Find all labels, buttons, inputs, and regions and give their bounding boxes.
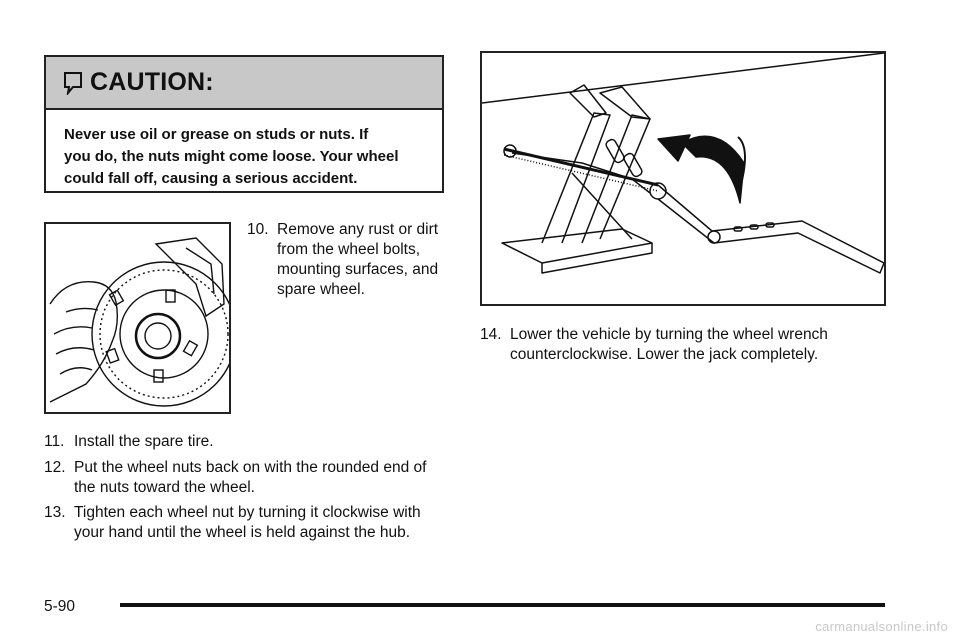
page-number: 5-90	[44, 598, 76, 615]
step-number: 14.	[480, 326, 502, 343]
step-text: Remove any rust or dirt	[277, 221, 439, 238]
step-text: Put the wheel nuts back on with the rounded end of	[74, 459, 427, 476]
warning-icon	[62, 71, 84, 95]
step-text: Tighten each wheel nut by turning it clockwise with	[74, 504, 421, 521]
caution-box	[44, 55, 444, 193]
caution-line: Never use oil or grease on studs or nuts. If	[64, 126, 369, 143]
scissor-jack-drawing	[482, 53, 884, 304]
step-text: Install the spare tire.	[74, 433, 214, 450]
wheel-hub-illustration	[44, 222, 231, 414]
step-text: mounting surfaces, and	[277, 261, 439, 278]
step-14	[480, 325, 900, 365]
wheel-hub-drawing	[46, 224, 229, 412]
caution-line: you do, the nuts might come loose. Your wheel	[64, 148, 399, 165]
step-text: the nuts toward the wheel.	[74, 479, 255, 496]
step-text: Lower the vehicle by turning the wheel wrench	[510, 326, 828, 343]
step-text: spare wheel.	[277, 281, 365, 298]
caution-header	[46, 57, 442, 110]
step-number: 11.	[44, 433, 65, 450]
step-12	[44, 458, 464, 498]
step-number: 10.	[247, 221, 269, 238]
step-text: counterclockwise. Lower the jack completely.	[510, 346, 819, 363]
step-10	[247, 220, 457, 300]
footer-rule	[120, 603, 885, 607]
scissor-jack-illustration	[480, 51, 886, 306]
caution-title: CAUTION:	[90, 68, 214, 96]
caution-line: could fall off, causing a serious accident.	[64, 170, 358, 187]
step-text: from the wheel bolts,	[277, 241, 421, 258]
step-number: 12.	[44, 459, 66, 476]
watermark: carmanualsonline.info	[815, 619, 948, 634]
caution-text	[46, 110, 442, 190]
step-11	[44, 432, 464, 452]
step-text: your hand until the wheel is held against the hub.	[74, 524, 411, 541]
step-number: 13.	[44, 504, 66, 521]
step-13	[44, 503, 464, 543]
